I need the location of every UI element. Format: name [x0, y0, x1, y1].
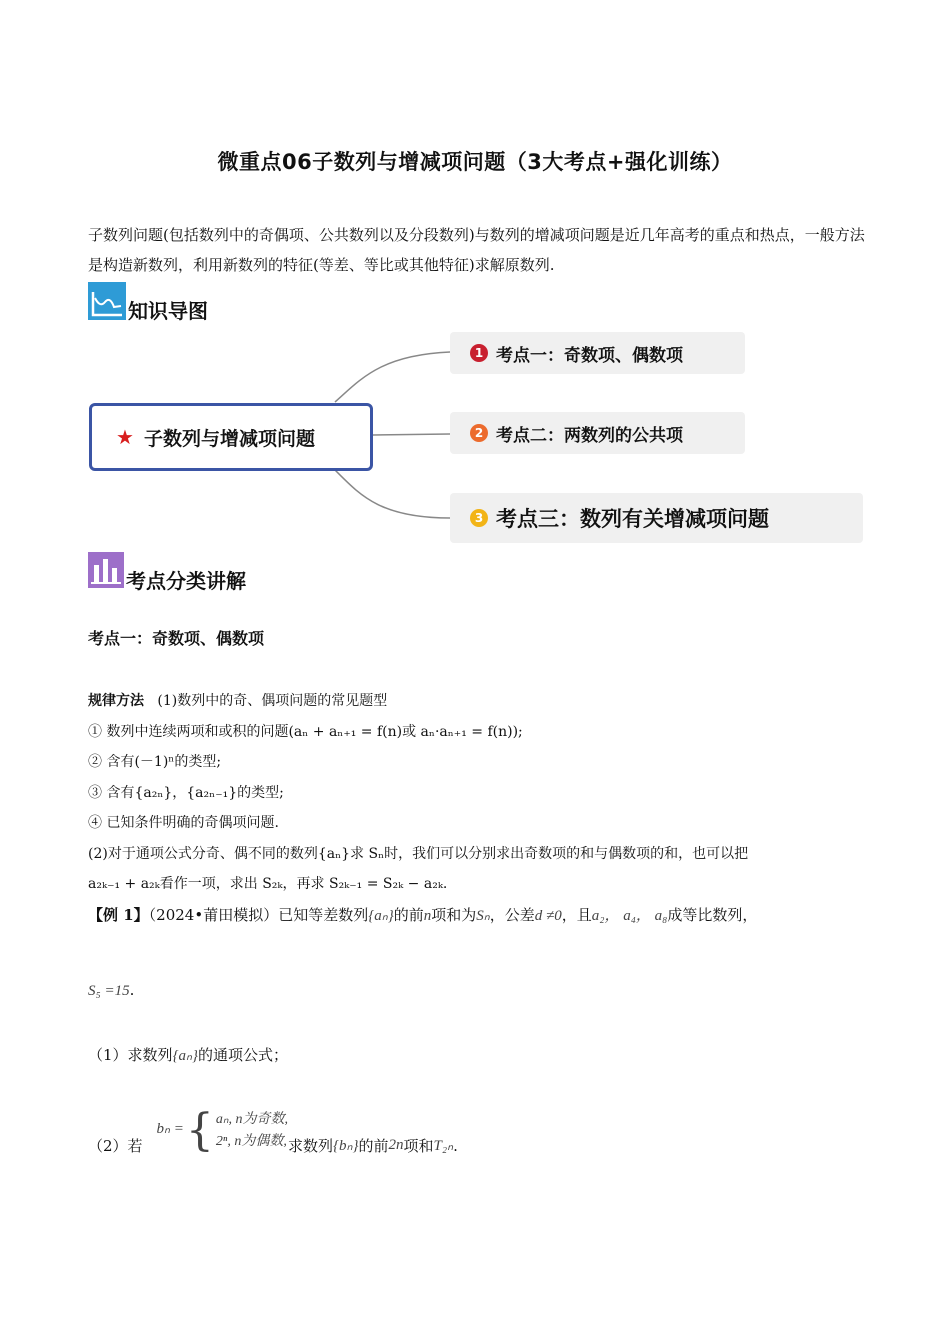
intro-paragraph: 子数列问题(包括数列中的奇偶项、公共数列以及分段数列)与数列的增减项问题是近几年高考的重点和热点，一般方法是构造新数列，利用新数列的特征(等差、等比或其他特征)求解原数列.: [88, 226, 865, 274]
math-t2n: T₂ₙ: [433, 1138, 454, 1154]
example-statement: [88, 902, 888, 929]
example-1: [88, 902, 888, 1156]
example-source: （2024•莆田模拟）: [148, 906, 279, 924]
question-2: （2）若 bₙ = { aₙ, n为奇数, 2ⁿ, n为偶数, 求数列 {bₙ} 的前 2n 项和 T₂ₙ .: [88, 1104, 458, 1156]
q2-number: （2）若: [88, 1137, 143, 1155]
rules-label: 规律方法: [88, 693, 144, 709]
math-n: n: [423, 908, 432, 924]
mindmap-node-3-label: 考点三：数列有关增减项问题: [496, 507, 769, 531]
mindmap-root: [89, 403, 373, 471]
example-text: 的前: [393, 906, 424, 924]
math-sn: Sₙ: [476, 908, 490, 924]
mindmap-node-1-label: 考点一：奇数项、偶数项: [496, 345, 683, 366]
mindmap-root-label: 子数列与增减项问题: [143, 427, 315, 450]
example-text: 已知等差数列: [278, 906, 369, 924]
rules-item: (2)对于通项公式分奇、偶不同的数列{aₙ}求 Sₙ时，我们可以分别求出奇数项的和与偶数项的和，也可以把: [88, 845, 749, 862]
star-icon: ★: [116, 425, 134, 449]
example-text: 成等比数列，: [667, 906, 758, 924]
math-s5: S₅ =15: [88, 983, 130, 999]
mindmap-node-3: [450, 493, 863, 543]
badge-3-icon: 3: [470, 509, 488, 527]
case-odd: aₙ, n为奇数,: [215, 1111, 288, 1127]
explain-heading-row: [88, 552, 246, 593]
rules-item: ① 数列中连续两项和或积的问题(aₙ + aₙ₊₁ = f(n)或 aₙ·aₙ₊₁ = f(n));: [88, 723, 523, 740]
mindmap-heading: 知识导图: [128, 299, 208, 323]
q1-tail: 的通项公式；: [198, 1046, 289, 1064]
explain-heading: 考点分类讲解: [126, 569, 246, 593]
rules-item: ③ 含有{a₂ₙ}，{a₂ₙ₋₁}的类型;: [88, 784, 284, 801]
q1-number: （1）: [88, 1046, 128, 1064]
q2-tail: 项和: [403, 1137, 434, 1155]
question-1: [88, 1044, 888, 1065]
math-bn-def: bₙ =: [156, 1121, 184, 1137]
badge-2-icon: 2: [470, 424, 488, 442]
math-2n: 2n: [388, 1137, 404, 1153]
math-an: {aₙ}: [172, 1048, 199, 1064]
rules-block: [88, 686, 878, 900]
mindmap-node-1: [450, 332, 745, 374]
example-text: ，公差: [489, 906, 535, 924]
bar-chart-icon: [88, 552, 126, 590]
example-condition: S₅ =15.: [88, 981, 135, 999]
mindmap-node-2: [450, 412, 745, 454]
math-terms: a₂， a₄， a₈: [591, 908, 668, 924]
mindmap-node-2-label: 考点二：两数列的公共项: [496, 425, 683, 446]
mindmap-heading-row: [88, 282, 208, 323]
rules-intro-line: [88, 686, 878, 717]
piecewise-cases: [216, 1109, 288, 1153]
math-an: {aₙ}: [368, 908, 394, 924]
topic1-heading: 考点一：奇数项、偶数项: [88, 629, 265, 648]
brace: {: [185, 1104, 214, 1156]
example-text: ，且: [561, 906, 592, 924]
example-text: 项和为: [431, 906, 477, 924]
rules-item: ② 含有(－1)ⁿ的类型;: [88, 754, 222, 770]
math-d: d ≠0: [534, 908, 562, 924]
rules-item: ④ 已知条件明确的奇偶项问题.: [88, 815, 279, 831]
rules-item: a₂ₖ₋₁ + a₂ₖ看作一项，求出 S₂ₖ，再求 S₂ₖ₋₁ = S₂ₖ − a₂ₖ.: [88, 876, 448, 892]
example-tag: 【例 1】: [88, 906, 149, 924]
chart-line-icon: [88, 282, 126, 320]
q2-mid: 的前: [358, 1137, 389, 1155]
rules-intro: (1)数列中的奇、偶项问题的常见题型: [157, 693, 388, 709]
badge-1-icon: 1: [470, 344, 488, 362]
q2-text: 求数列: [287, 1137, 333, 1155]
case-even: 2ⁿ, n为偶数,: [215, 1133, 287, 1149]
q1-text: 求数列: [127, 1046, 173, 1064]
math-bn: {bₙ}: [333, 1138, 359, 1154]
page-title: 微重点06子数列与增减项问题（3大考点+强化训练）: [217, 150, 733, 174]
